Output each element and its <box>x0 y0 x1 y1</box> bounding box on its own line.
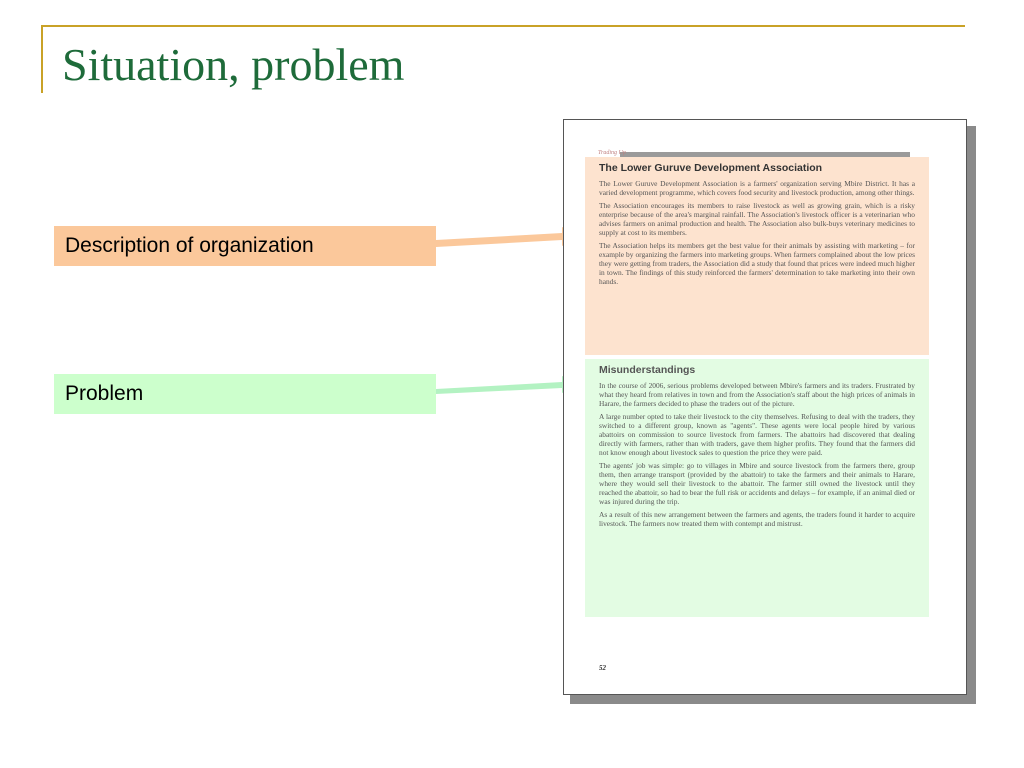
problem-paragraph: The agents' job was simple: go to villages in Mbire and source livestock from the farmers there, group them, then arrange transport (provided by the abattoir) to take the farmers and their animals to Harare, where they would sell their livestock to the abattoir. The farmer still owned the livestock until they reached the abattoir, so had to bear the full risk or accidents and delays – for example, if an animal died or was injured during the trip. <box>599 461 915 506</box>
problem-paragraph: As a result of this new arrangement between the farmers and agents, the traders found it harder to acquire livestock. The farmers now treated them with contempt and mistrust. <box>599 510 915 528</box>
organization-paragraph: The Association encourages its members to raise livestock as well as growing grain, which is a risky enterprise because of the area's marginal rainfall. The Association's livestock officer is a veterinarian who advises farmers on animal production and health. The Association also bulk-buys veterinary medicines to supply at cost to its members. <box>599 201 915 237</box>
organization-heading: The Lower Guruve Development Association <box>599 162 823 174</box>
problem-heading: Misunderstandings <box>599 364 696 376</box>
problem-paragraph: A large number opted to take their livestock to the city themselves. Refusing to deal with the traders, they switched to a different group, known as "agents". These agents were local people hired by various abattoirs on commission to source livestock from farmers. The abattoirs had discovered that dealing directly with farmers, rather than with traders, gave them higher profits. They found that the farmers did not know enough about livestock sales to question the price they were paid. <box>599 412 915 457</box>
problem-paragraph: In the course of 2006, serious problems developed between Mbire's farmers and its traders. Frustrated by what they heard from relatives in town and from the Association's staff about the high prices of animals in Harare, the farmers decided to phase the traders out of the picture. <box>599 381 915 408</box>
problem-label: Problem <box>54 374 436 414</box>
problem-section <box>585 359 929 617</box>
document-header-label: Trading Up <box>598 150 626 156</box>
organization-paragraph: The Lower Guruve Development Association is a farmers' organization serving Mbire District. It has a varied development programme, which covers food security and livestock production, among other things. <box>599 179 915 197</box>
slide-title: Situation, problem <box>62 39 405 90</box>
organization-paragraph: The Association helps its members get the best value for their animals by assisting with marketing – for example by organizing the farmers into marketing groups. When farmers complained about the low prices they were getting from traders, the Association did a study that found that prices were indeed much higher in town. The findings of this study reinforced the farmers' determination to take marketing into their own hands. <box>599 241 915 286</box>
organization-section <box>585 157 929 355</box>
organization-arrow <box>436 227 581 247</box>
organization-label: Description of organization <box>54 226 436 266</box>
problem-arrow <box>436 376 581 394</box>
page-number: 52 <box>599 664 606 672</box>
